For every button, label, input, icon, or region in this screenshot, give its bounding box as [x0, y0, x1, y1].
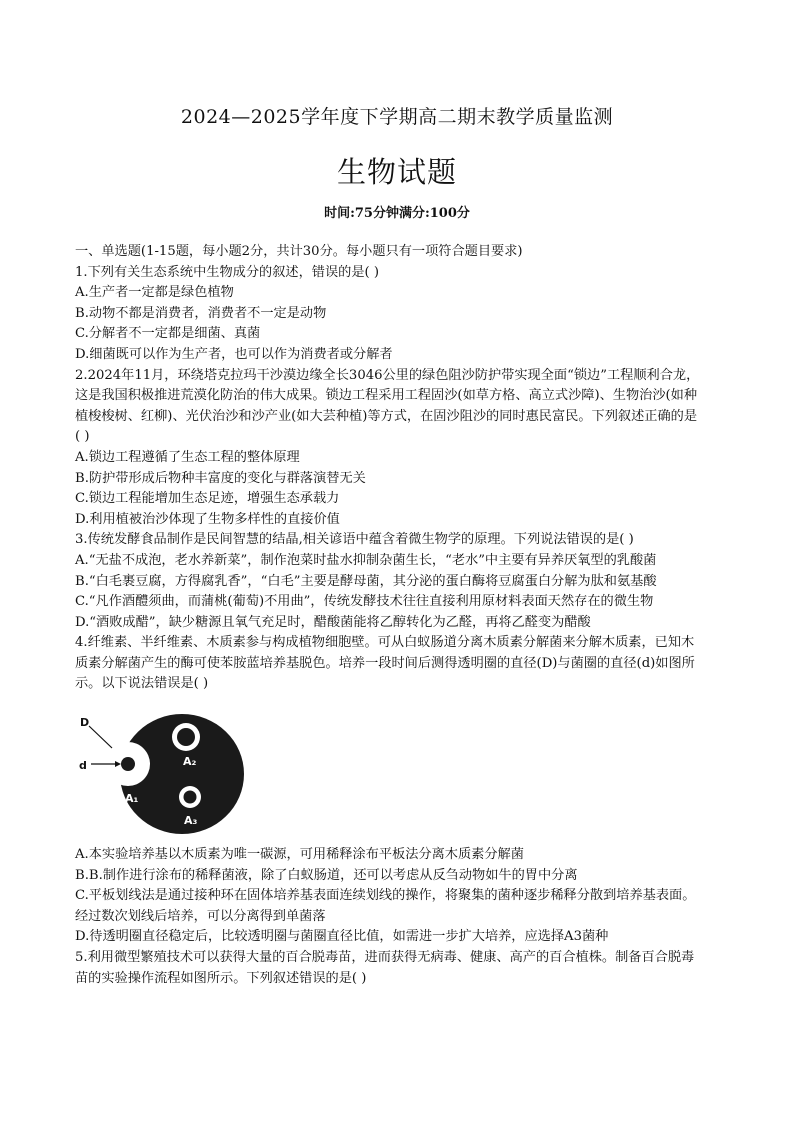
- figure-label-D: D: [80, 716, 90, 730]
- question-4-option-d: D.待透明圈直径稳定后，比较透明圈与菌圈直径比值，如需进一步扩大培养，应选择A3菌种: [75, 929, 609, 945]
- question-3-option-a: A.“无盐不成泡，老水养新菜”，制作泡菜时盐水抑制杂菌生长，“老水”中主要有异养厌氧型的乳酸菌: [75, 552, 657, 568]
- question-1-option-c: C.分解者不一定都是细菌、真菌: [75, 326, 261, 342]
- colony-a1: [121, 757, 135, 771]
- question-4-stem-line: 质素分解菌产生的酶可使苯胺蓝培养基脱色。培养一段时间后测得透明圈的直径(D)与菌圈的直径(d)如图所: [75, 655, 695, 671]
- exam-time-score-info: 时间:75分钟满分:100分: [324, 206, 470, 221]
- question-2-option-b: B.防护带形成后物种丰富度的变化与群落演替无关: [75, 470, 366, 486]
- figure-label-d: d: [79, 759, 87, 773]
- question-1-option-d: D.细菌既可以作为生产者，也可以作为消费者或分解者: [75, 346, 393, 362]
- petri-dish-figure: [75, 707, 275, 837]
- question-2-option-d: D.利用植被治沙体现了生物多样性的直接价值: [75, 511, 340, 527]
- question-4-stem-line: 4.纤维素、半纤维素、木质素参与构成植物细胞壁。可从白蚁肠道分离木质素分解菌来分解木质素，已知木: [75, 635, 695, 651]
- question-4-option-c-continued: 经过数次划线后培养，可以分离得到单菌落: [75, 908, 326, 924]
- figure-label-A2: A₂: [183, 755, 197, 769]
- question-1-option-b: B.动物不都是消费者，消费者不一定是动物: [75, 305, 327, 321]
- subject-title: 生物试题: [336, 155, 457, 189]
- question-1-option-a: A.生产者一定都是绿色植物: [75, 285, 234, 301]
- figure-label-A3: A₃: [184, 814, 198, 828]
- colony-a2: [177, 728, 195, 746]
- figure-label-A1: A₁: [125, 792, 139, 806]
- question-3-option-d: D.“酒败成醋”，缺少糖源且氧气充足时，醋酸菌能将乙醇转化为乙醛，再将乙醛变为醋酸: [75, 614, 591, 630]
- question-2-stem-line: 这是我国积极推进荒漠化防治的伟大成果。锁边工程采用工程固沙(如草方格、高立式沙障)、生物治沙(如种: [75, 388, 698, 404]
- question-1-stem: 1.下列有关生态系统中生物成分的叙述，错误的是( ): [75, 264, 379, 280]
- question-2-stem-line: 植梭梭树、红柳)、光伏治沙和沙产业(如大芸种植)等方式，在固沙阻沙的同时惠民富民。下列叙述正确的是: [75, 408, 698, 424]
- question-3-option-b: B.“白毛裹豆腐，方得腐乳香”，“白毛”主要是酵母菌，其分泌的蛋白酶将豆腐蛋白分解为肽和氨基酸: [75, 573, 657, 589]
- question-3-stem: 3.传统发酵食品制作是民间智慧的结晶,相关谚语中蕴含着微生物学的原理。下列说法错误的是( ): [75, 532, 634, 548]
- pointer-line-D: [89, 726, 112, 748]
- question-2-answer-bracket: ( ): [75, 429, 90, 445]
- question-5-stem-line: 苗的实验操作流程如图所示。下列叙述错误的是( ): [75, 970, 367, 986]
- question-2-option-c: C.锁边工程能增加生态足迹，增强生态承载力: [75, 491, 340, 507]
- question-2-stem-line: 2.2024年11月，环绕塔克拉玛干沙漠边缘全长3046公里的绿色阻沙防护带实现全面“锁边”工程顺利合龙，: [75, 367, 700, 383]
- section-heading: 一、单选题(1-15题，每小题2分，共计30分。每小题只有一项符合题目要求): [75, 244, 523, 259]
- question-4-option-a: A.本实验培养基以木质素为唯一碳源，可用稀释涂布平板法分离木质素分解菌: [75, 847, 524, 863]
- question-2-option-a: A.锁边工程遵循了生态工程的整体原理: [75, 449, 300, 465]
- colony-a3: [184, 791, 197, 804]
- question-4-option-b: B.B.制作进行涂布的稀释菌液，除了白蚁肠道，还可以考虑从反刍动物如牛的胃中分离: [75, 867, 578, 883]
- petri-dish-svg: [75, 707, 275, 837]
- question-5-stem-line: 5.利用微型繁殖技术可以获得大量的百合脱毒苗，进而获得无病毒、健康、高产的百合植株。制备百合脱毒: [75, 950, 695, 966]
- question-3-option-c: C.“凡作酒醴须曲，而蒲桃(葡萄)不用曲”，传统发酵技术往往直接利用原材料表面天然存在的微生物: [75, 594, 654, 610]
- question-4-option-c: C.平板划线法是通过接种环在固体培养基表面连续划线的操作，将聚集的菌种逐步稀释分散到培养基表面。: [75, 888, 696, 904]
- question-4-stem-line: 示。以下说法错误是( ): [75, 676, 209, 692]
- question-content: [75, 242, 771, 989]
- exam-header-title: 2024—2025学年度下学期高二期末教学质量监测: [180, 106, 614, 128]
